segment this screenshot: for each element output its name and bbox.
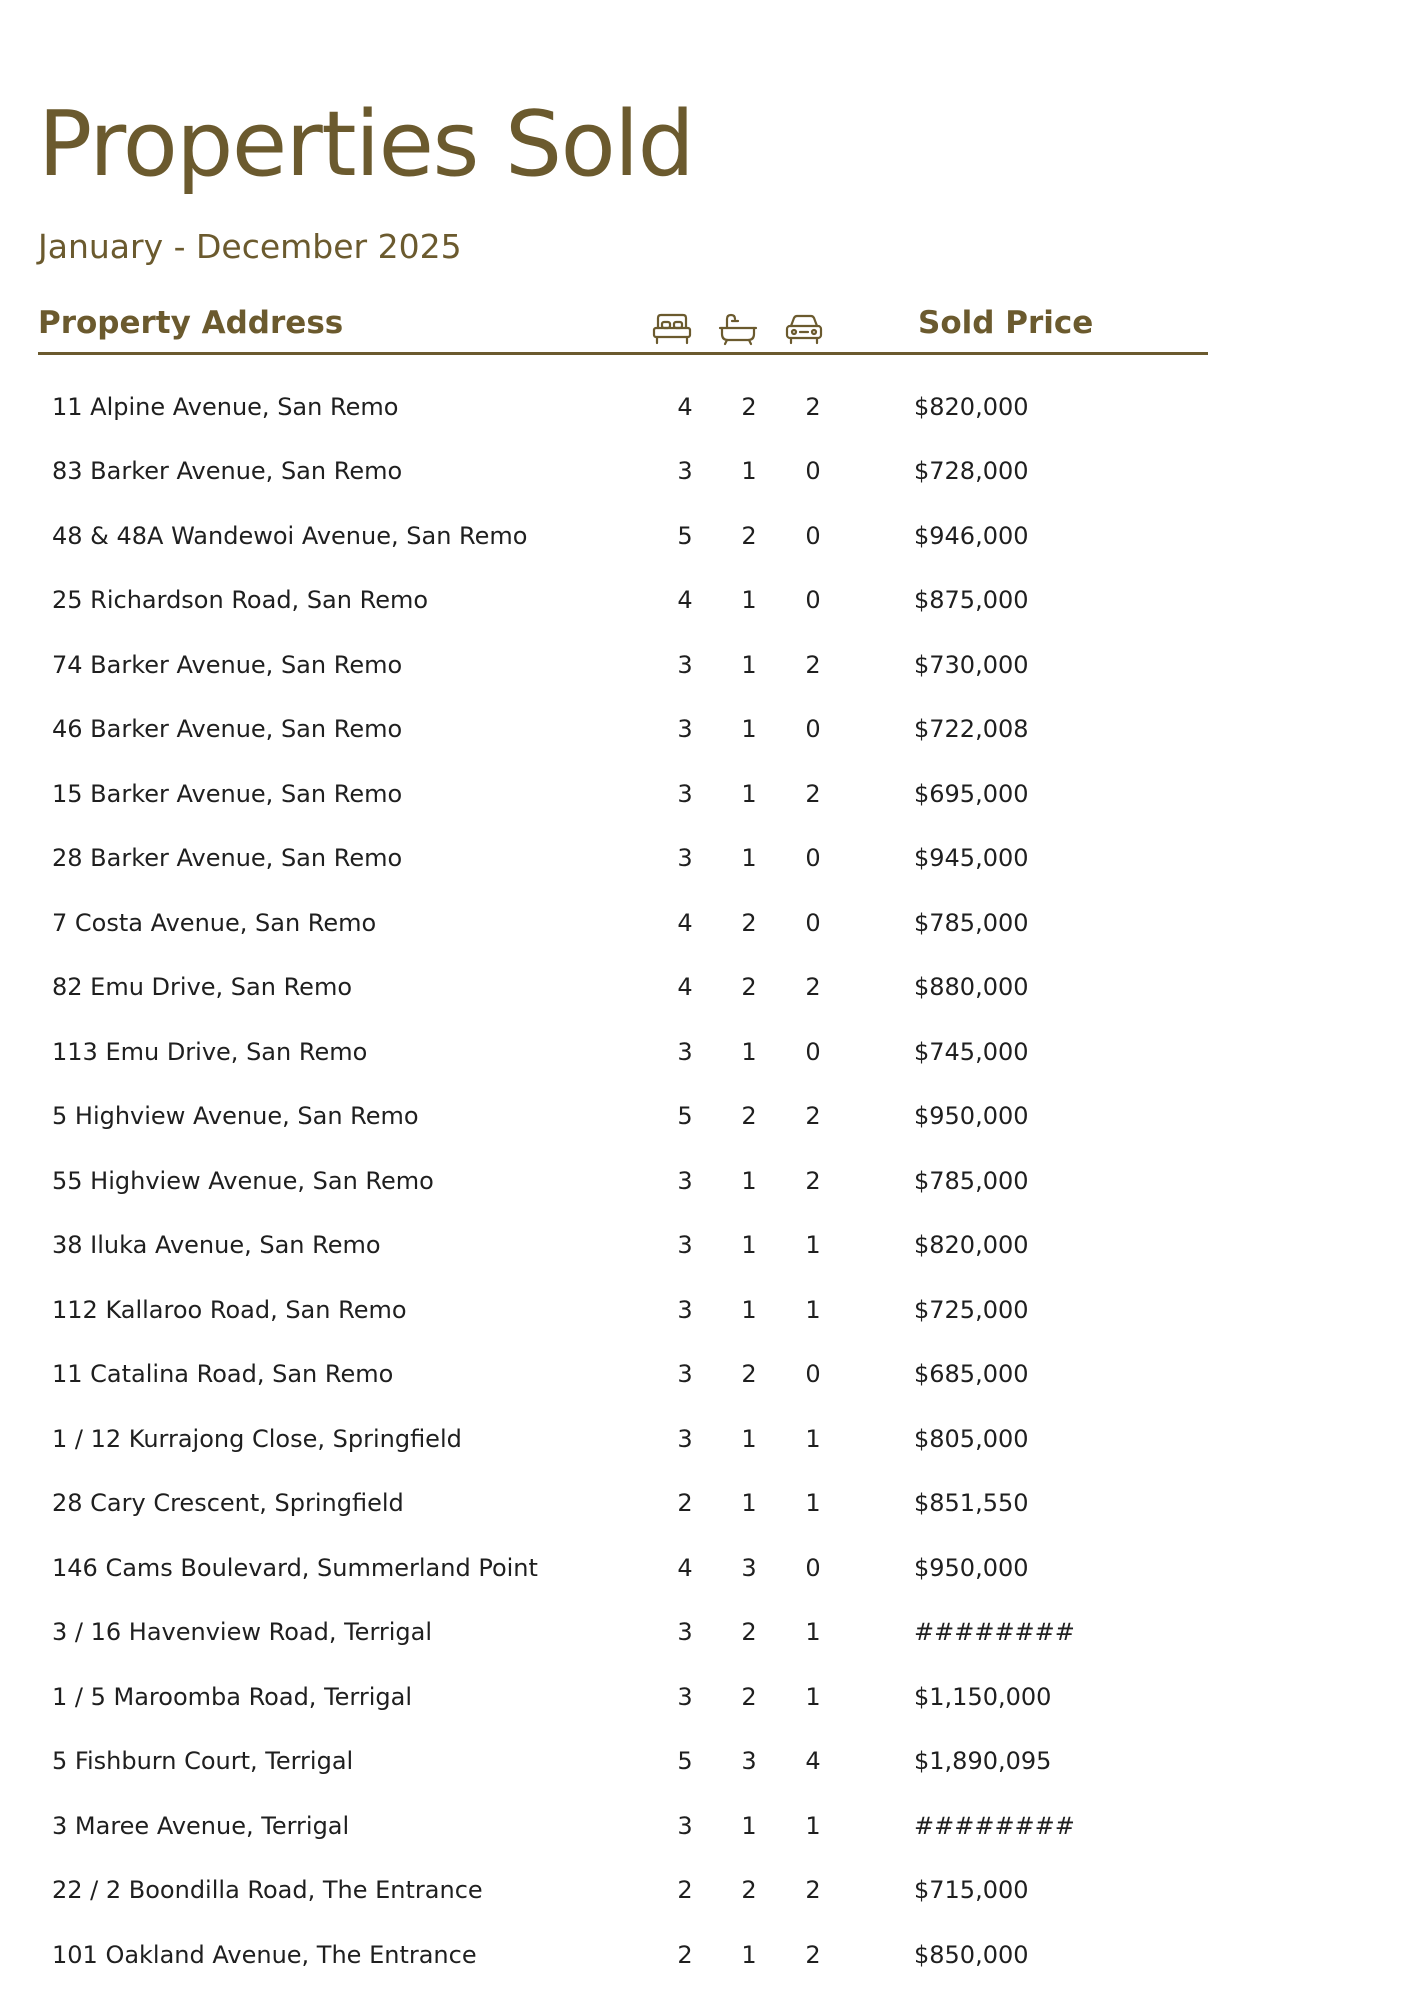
cell-sold-price: $820,000: [914, 392, 1029, 421]
cell-sold-price: $875,000: [914, 586, 1029, 614]
cell-bedrooms: 3: [677, 1037, 693, 1066]
cell-car-spaces: 0: [805, 844, 821, 872]
column-header-price: Sold Price: [918, 305, 1094, 341]
cell-bedrooms: 3: [677, 1811, 693, 1840]
cell-bedrooms: 2: [677, 1940, 693, 1969]
cell-bathrooms: 1: [741, 715, 757, 743]
cell-bathrooms: 2: [741, 1102, 757, 1130]
cell-sold-price: $695,000: [914, 779, 1029, 808]
cell-bathrooms: 2: [741, 1682, 757, 1711]
cell-bathrooms: 1: [741, 1166, 757, 1195]
table-row: [0, 891, 1414, 956]
table-row: [0, 1536, 1414, 1601]
cell-car-spaces: 0: [805, 521, 821, 550]
page-title: Properties Sold: [38, 92, 694, 197]
cell-sold-price: $850,000: [914, 1940, 1029, 1969]
cell-bedrooms: 3: [677, 844, 693, 872]
table-row: [0, 1213, 1414, 1278]
cell-address: 5 Fishburn Court, Terrigal: [52, 1747, 354, 1775]
cell-bathrooms: 1: [741, 1295, 757, 1324]
cell-bathrooms: 1: [741, 1489, 757, 1517]
cell-address: 28 Cary Crescent, Springfield: [52, 1489, 404, 1517]
table-row: [0, 1729, 1414, 1794]
cell-address: 3 Maree Avenue, Terrigal: [52, 1811, 350, 1840]
cell-address: 15 Barker Avenue, San Remo: [52, 779, 403, 808]
cell-car-spaces: 1: [805, 1295, 821, 1324]
cell-sold-price: $851,550: [914, 1489, 1029, 1517]
cell-sold-price: $1,890,095: [914, 1747, 1052, 1775]
cell-car-spaces: 2: [805, 392, 821, 421]
cell-bedrooms: 4: [677, 392, 693, 421]
cell-bedrooms: 3: [677, 1166, 693, 1195]
cell-bathrooms: 2: [741, 392, 757, 421]
cell-bathrooms: 2: [741, 521, 757, 550]
cell-bathrooms: 2: [741, 973, 757, 1001]
cell-address: 25 Richardson Road, San Remo: [52, 586, 429, 614]
cell-sold-price: $820,000: [914, 1231, 1029, 1259]
cell-bedrooms: 3: [677, 1682, 693, 1711]
table-row: [0, 1149, 1414, 1214]
cell-bathrooms: 1: [741, 779, 757, 808]
cell-bedrooms: 3: [677, 650, 693, 679]
cell-sold-price: $685,000: [914, 1360, 1029, 1388]
cell-bathrooms: 1: [741, 1037, 757, 1066]
table-row: [0, 1858, 1414, 1923]
cell-sold-price: ########: [914, 1811, 1075, 1840]
table-row: [0, 955, 1414, 1020]
cell-car-spaces: 0: [805, 908, 821, 937]
cell-address: 83 Barker Avenue, San Remo: [52, 457, 403, 485]
cell-address: 146 Cams Boulevard, Summerland Point: [52, 1553, 538, 1582]
cell-sold-price: $725,000: [914, 1295, 1029, 1324]
cell-address: 11 Catalina Road, San Remo: [52, 1360, 394, 1388]
cell-sold-price: $805,000: [914, 1424, 1029, 1453]
table-row: [0, 375, 1414, 440]
cell-bathrooms: 2: [741, 1876, 757, 1904]
table-row: [0, 1020, 1414, 1085]
cell-address: 112 Kallaroo Road, San Remo: [52, 1295, 407, 1324]
cell-car-spaces: 1: [805, 1618, 821, 1646]
column-header-address: Property Address: [38, 305, 344, 341]
cell-bedrooms: 4: [677, 973, 693, 1001]
table-row: [0, 762, 1414, 827]
bath-icon: [717, 312, 759, 346]
cell-bathrooms: 1: [741, 1424, 757, 1453]
cell-bathrooms: 1: [741, 844, 757, 872]
cell-bedrooms: 5: [677, 521, 693, 550]
cell-address: 101 Oakland Avenue, The Entrance: [52, 1940, 477, 1969]
cell-sold-price: $715,000: [914, 1876, 1029, 1904]
cell-bathrooms: 3: [741, 1553, 757, 1582]
table-row: [0, 697, 1414, 762]
cell-address: 22 / 2 Boondilla Road, The Entrance: [52, 1876, 483, 1904]
cell-bedrooms: 3: [677, 1295, 693, 1324]
cell-sold-price: $728,000: [914, 457, 1029, 485]
cell-sold-price: $950,000: [914, 1553, 1029, 1582]
cell-address: 3 / 16 Havenview Road, Terrigal: [52, 1618, 433, 1646]
cell-bathrooms: 1: [741, 457, 757, 485]
table-row: [0, 1407, 1414, 1472]
cell-address: 11 Alpine Avenue, San Remo: [52, 392, 399, 421]
cell-bathrooms: 2: [741, 908, 757, 937]
cell-car-spaces: 0: [805, 715, 821, 743]
cell-bedrooms: 5: [677, 1102, 693, 1130]
cell-bedrooms: 3: [677, 1360, 693, 1388]
cell-car-spaces: 2: [805, 779, 821, 808]
cell-car-spaces: 2: [805, 1876, 821, 1904]
cell-bedrooms: 3: [677, 1618, 693, 1646]
cell-bathrooms: 2: [741, 1360, 757, 1388]
table-header: [38, 304, 1208, 355]
cell-car-spaces: 1: [805, 1231, 821, 1259]
cell-bathrooms: 2: [741, 1618, 757, 1646]
cell-bathrooms: 1: [741, 1940, 757, 1969]
cell-car-spaces: 2: [805, 1940, 821, 1969]
cell-sold-price: $945,000: [914, 844, 1029, 872]
cell-address: 1 / 12 Kurrajong Close, Springfield: [52, 1424, 462, 1453]
table-row: [0, 1342, 1414, 1407]
cell-sold-price: $785,000: [914, 1166, 1029, 1195]
cell-bedrooms: 4: [677, 586, 693, 614]
table-row: [0, 504, 1414, 569]
table-row: [0, 1278, 1414, 1343]
cell-car-spaces: 2: [805, 650, 821, 679]
cell-address: 113 Emu Drive, San Remo: [52, 1037, 368, 1066]
cell-bedrooms: 3: [677, 1231, 693, 1259]
cell-car-spaces: 0: [805, 457, 821, 485]
cell-address: 48 & 48A Wandewoi Avenue, San Remo: [52, 521, 528, 550]
table-row: [0, 439, 1414, 504]
cell-bedrooms: 4: [677, 908, 693, 937]
table-row: [0, 1665, 1414, 1730]
cell-car-spaces: 2: [805, 1166, 821, 1195]
cell-sold-price: $950,000: [914, 1102, 1029, 1130]
table-row: [0, 1600, 1414, 1665]
cell-car-spaces: 0: [805, 1553, 821, 1582]
cell-bathrooms: 1: [741, 650, 757, 679]
cell-car-spaces: 0: [805, 1037, 821, 1066]
cell-bathrooms: 1: [741, 1811, 757, 1840]
cell-bedrooms: 3: [677, 1424, 693, 1453]
cell-sold-price: $946,000: [914, 521, 1029, 550]
table-row: [0, 826, 1414, 891]
cell-sold-price: $880,000: [914, 973, 1029, 1001]
cell-address: 74 Barker Avenue, San Remo: [52, 650, 403, 679]
cell-address: 46 Barker Avenue, San Remo: [52, 715, 403, 743]
cell-car-spaces: 1: [805, 1682, 821, 1711]
cell-address: 1 / 5 Maroomba Road, Terrigal: [52, 1682, 412, 1711]
table-row: [0, 568, 1414, 633]
cell-sold-price: $730,000: [914, 650, 1029, 679]
table-row: [0, 1084, 1414, 1149]
cell-bedrooms: 3: [677, 715, 693, 743]
cell-bathrooms: 1: [741, 586, 757, 614]
table-row: [0, 1794, 1414, 1859]
cell-bedrooms: 4: [677, 1553, 693, 1582]
cell-car-spaces: 1: [805, 1489, 821, 1517]
bed-icon: [651, 312, 693, 346]
cell-sold-price: $722,008: [914, 715, 1029, 743]
cell-address: 55 Highview Avenue, San Remo: [52, 1166, 434, 1195]
cell-bedrooms: 2: [677, 1489, 693, 1517]
cell-car-spaces: 1: [805, 1811, 821, 1840]
cell-car-spaces: 1: [805, 1424, 821, 1453]
cell-address: 7 Costa Avenue, San Remo: [52, 908, 377, 937]
cell-bathrooms: 3: [741, 1747, 757, 1775]
cell-address: 28 Barker Avenue, San Remo: [52, 844, 403, 872]
table-row: [0, 1923, 1414, 1988]
cell-address: 5 Highview Avenue, San Remo: [52, 1102, 419, 1130]
property-list: [0, 375, 1414, 1988]
cell-bedrooms: 3: [677, 779, 693, 808]
table-row: [0, 633, 1414, 698]
cell-car-spaces: 0: [805, 586, 821, 614]
cell-address: 38 Iluka Avenue, San Remo: [52, 1231, 381, 1259]
cell-sold-price: ########: [914, 1618, 1075, 1646]
cell-bedrooms: 3: [677, 457, 693, 485]
cell-sold-price: $1,150,000: [914, 1682, 1052, 1711]
cell-bedrooms: 5: [677, 1747, 693, 1775]
cell-address: 82 Emu Drive, San Remo: [52, 973, 352, 1001]
table-row: [0, 1471, 1414, 1536]
cell-car-spaces: 4: [805, 1747, 821, 1775]
page-subtitle: January - December 2025: [38, 227, 462, 266]
car-icon: [783, 312, 825, 346]
cell-sold-price: $785,000: [914, 908, 1029, 937]
cell-sold-price: $745,000: [914, 1037, 1029, 1066]
cell-bathrooms: 1: [741, 1231, 757, 1259]
cell-bedrooms: 2: [677, 1876, 693, 1904]
cell-car-spaces: 2: [805, 973, 821, 1001]
cell-car-spaces: 0: [805, 1360, 821, 1388]
cell-car-spaces: 2: [805, 1102, 821, 1130]
